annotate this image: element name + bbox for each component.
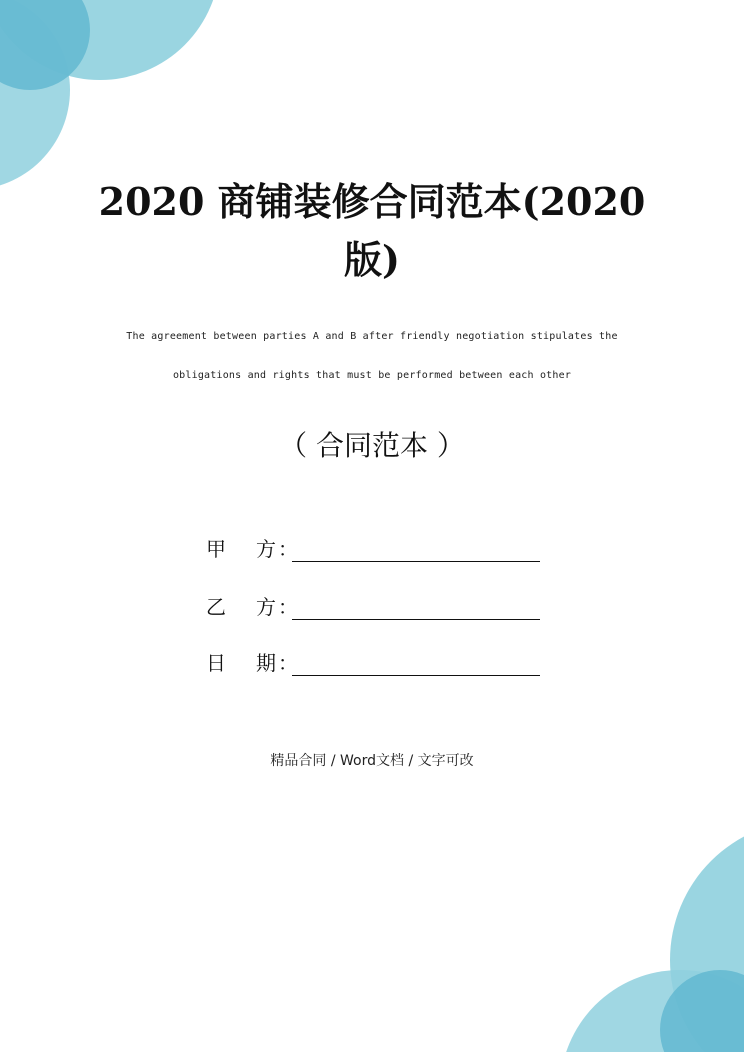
footer-note: 精品合同 / Word文档 / 文字可改	[270, 753, 474, 769]
subtitle-line1: The agreement between parties A and B after friendly negotiation stipulates the	[126, 331, 618, 342]
field-label-char1: 日	[206, 651, 226, 675]
field-label-char1: 甲	[206, 537, 226, 561]
field-colon: ：	[278, 537, 298, 561]
document-title-line2: 版)	[344, 237, 400, 282]
party-a-blank-line[interactable]	[292, 537, 540, 562]
field-colon: ：	[278, 651, 298, 675]
date-blank-line[interactable]	[292, 651, 540, 676]
field-label-char1: 乙	[206, 595, 226, 619]
contract-template-label: （ 合同范本 ）	[279, 429, 465, 462]
date-field	[206, 646, 540, 676]
party-a-field	[206, 532, 540, 562]
field-label-char2: 方	[256, 595, 276, 619]
document-title-line1: 2020 商铺装修合同范本(2020	[98, 179, 646, 224]
party-b-field	[206, 590, 540, 620]
subtitle-line2: obligations and rights that must be performed between each other	[172, 370, 572, 381]
decor-circles-bottom	[560, 820, 744, 1052]
field-label-char2: 方	[256, 537, 276, 561]
field-label-char2: 期	[256, 651, 276, 675]
decor-circles-top	[0, 0, 220, 190]
party-b-blank-line[interactable]	[292, 595, 540, 620]
field-colon: ：	[278, 595, 298, 619]
